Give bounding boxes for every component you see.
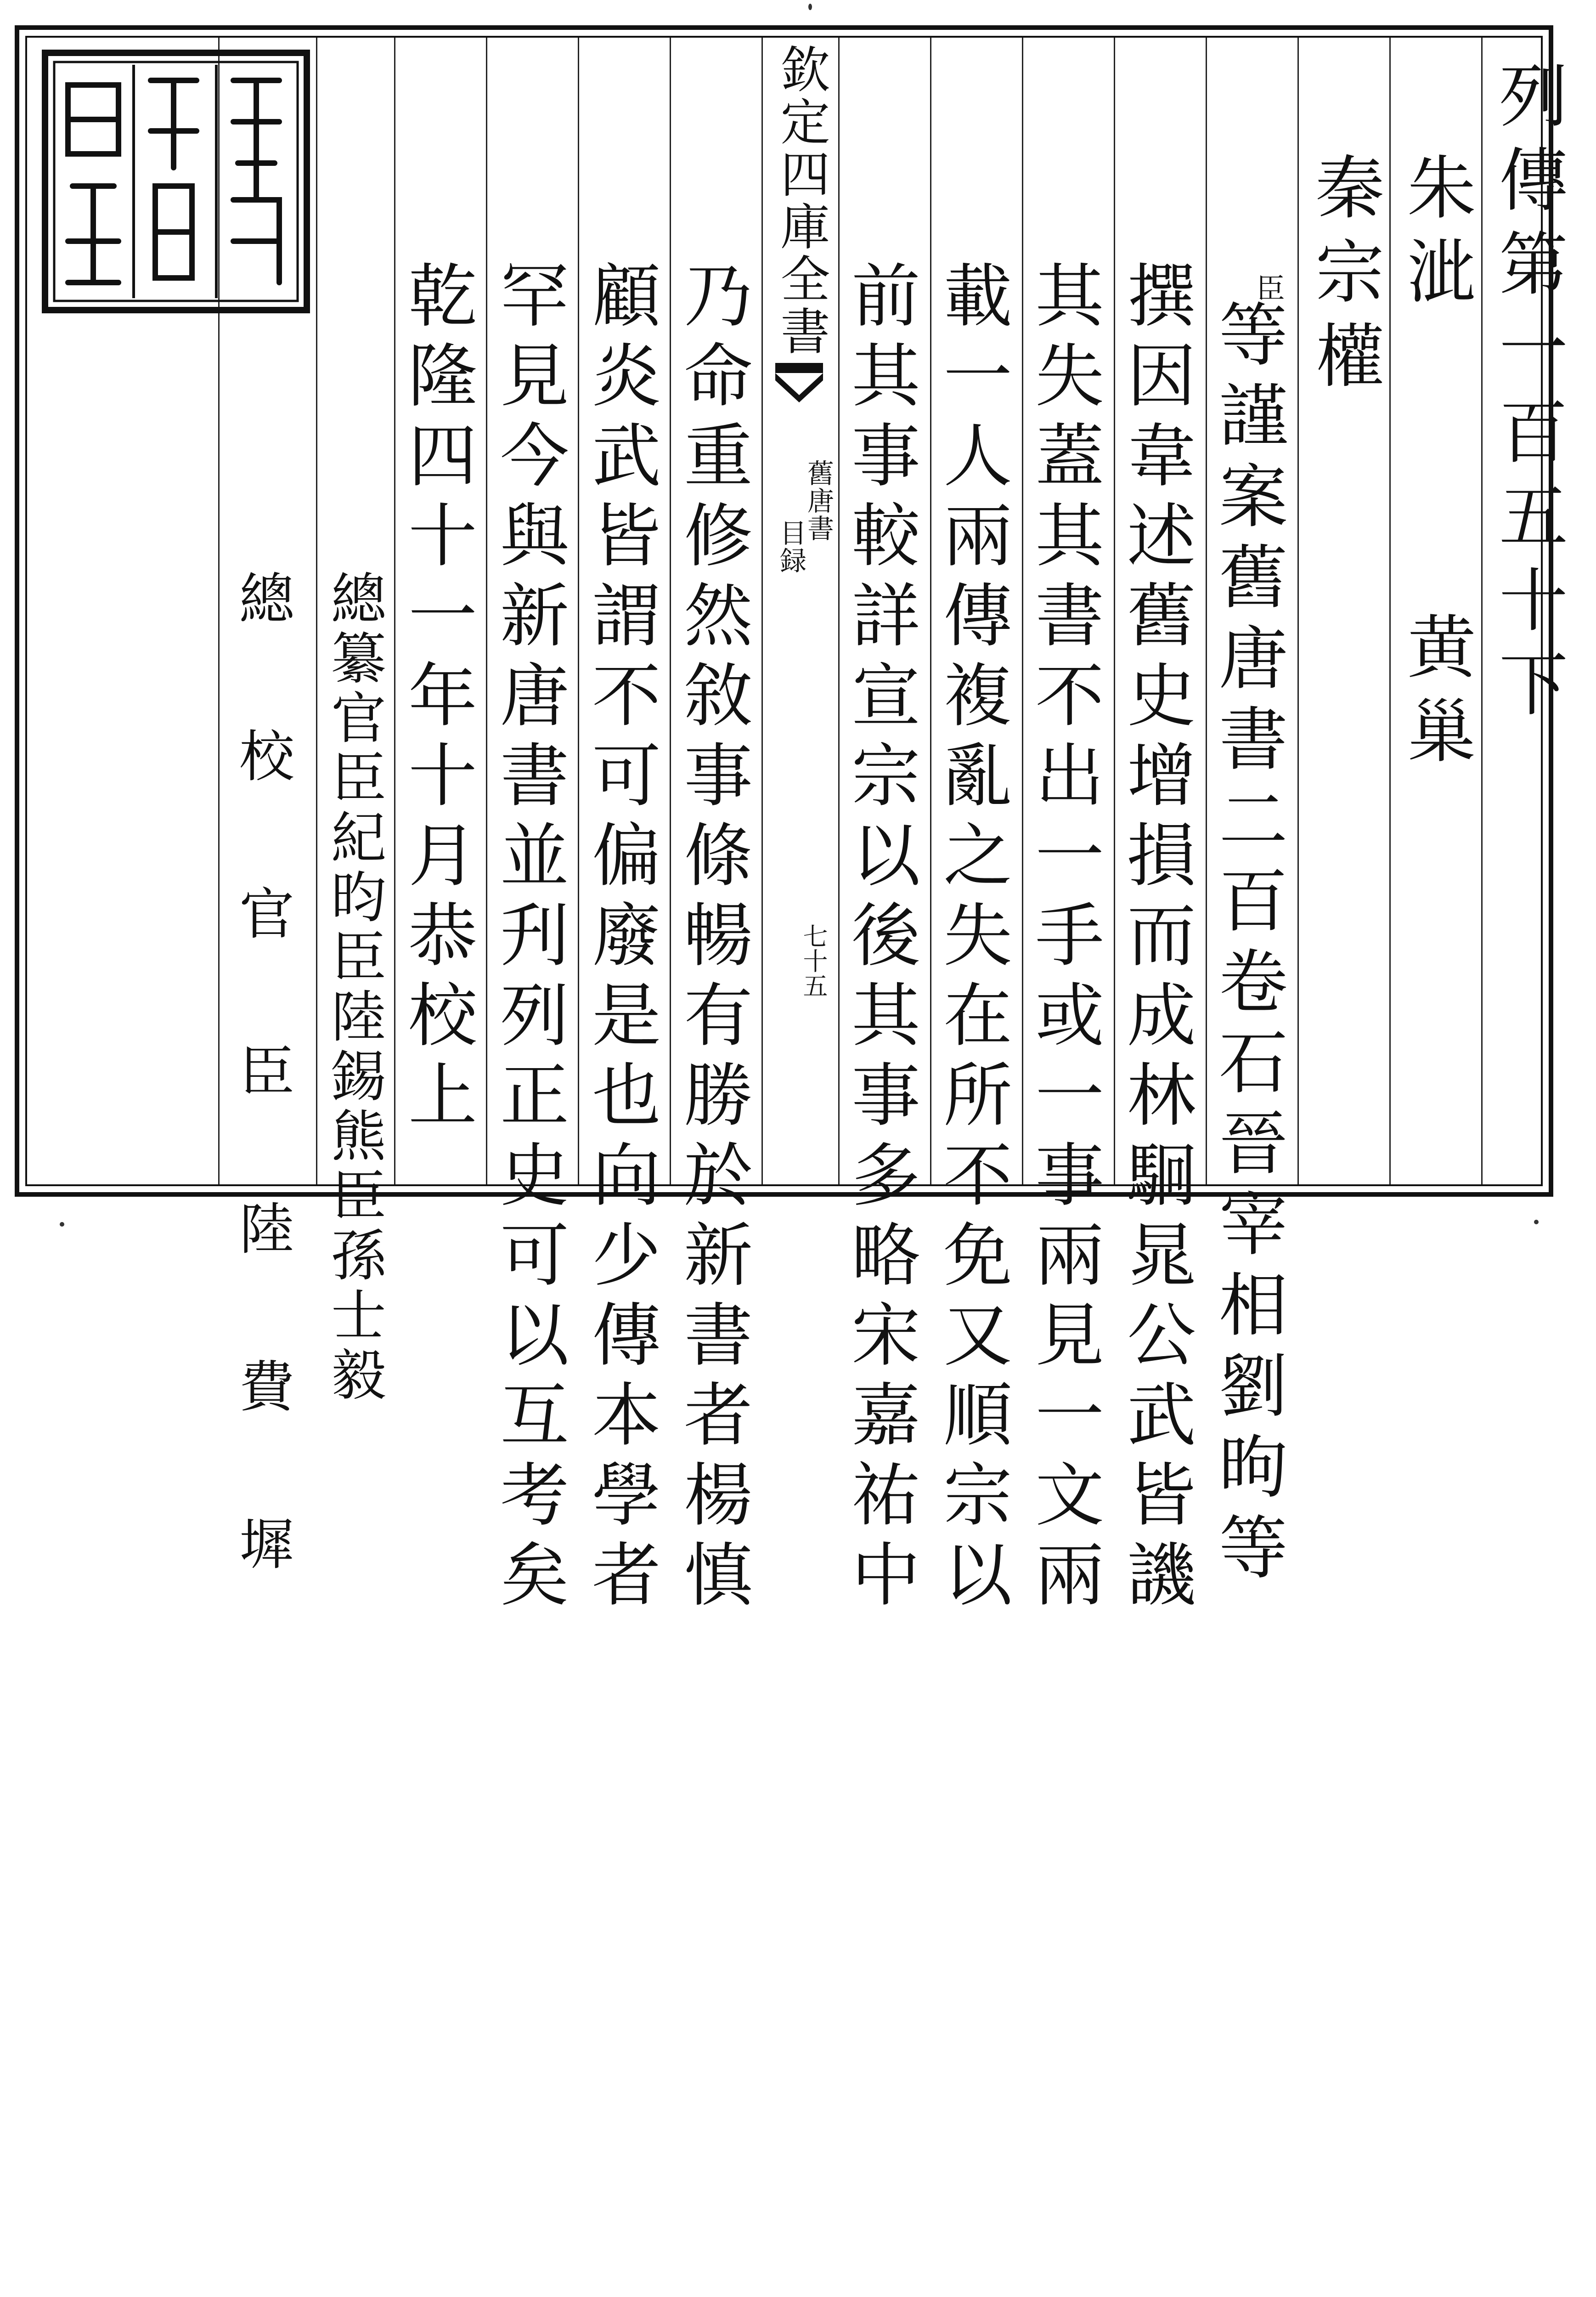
fishtail-mark [775,363,823,404]
entry-qin-zongquan: 秦宗權 [1303,152,1383,404]
memorial-line-8: 罕見今與新唐書並刋列正史可以互考矣 [488,260,568,1618]
memorial-line-6: 乃命重修然敘事條暢有勝於新書者楊慎 [672,260,752,1618]
column-rule [316,38,317,1184]
minister-mark: 臣 [1252,273,1285,304]
imperial-seal [40,48,311,315]
proofreader-credit: 總 校 官 臣 陸 費 墀 [230,570,294,1590]
registration-mark [60,1222,64,1227]
memorial-line-3: 其失蓋其書不出一手或一事兩見一文兩 [1023,260,1103,1618]
memorial-line-5: 前其事較詳宣宗以後其事多略宋嘉祐中 [840,260,919,1618]
entry-zhu-ci: 朱泚 [1395,152,1475,320]
gutter-series-title: 欽定四庫全書 [772,44,829,358]
column-rule [578,38,579,1184]
column-rule [670,38,671,1184]
column-rule [1389,38,1391,1184]
gutter-leaf-number: 七十五 [799,923,828,998]
compiler-credits: 總纂官臣紀昀臣陸錫熊臣孫士毅 [322,570,386,1406]
colophon-date: 乾隆四十一年十月恭校上 [396,260,476,1139]
registration-mark [1534,1220,1539,1224]
gutter-book-title: 舊唐書 [803,459,834,542]
gutter-section: 目録 [775,519,806,574]
entry-huang-chao: 黄巢 [1395,611,1475,779]
column-rule [1481,38,1483,1184]
column-rule [486,38,487,1184]
column-rule [394,38,395,1184]
memorial-line-2: 撰因韋述舊史增損而成林駉晁公武皆譏 [1115,260,1195,1618]
registration-mark [808,4,812,10]
chapter-title: 列傳第一百五十下 [1487,60,1567,732]
memorial-line-4: 載一人兩傳複亂之失在所不免又順宗以 [931,260,1011,1618]
column-rule [1297,38,1299,1184]
memorial-line-7: 顧炎武皆謂不可偏廢是也向少傳本學者 [580,260,660,1618]
column-rule [761,38,763,1184]
memorial-line-1: 等謹案舊唐書二百卷石晉宰相劉昫等 [1207,299,1287,1592]
